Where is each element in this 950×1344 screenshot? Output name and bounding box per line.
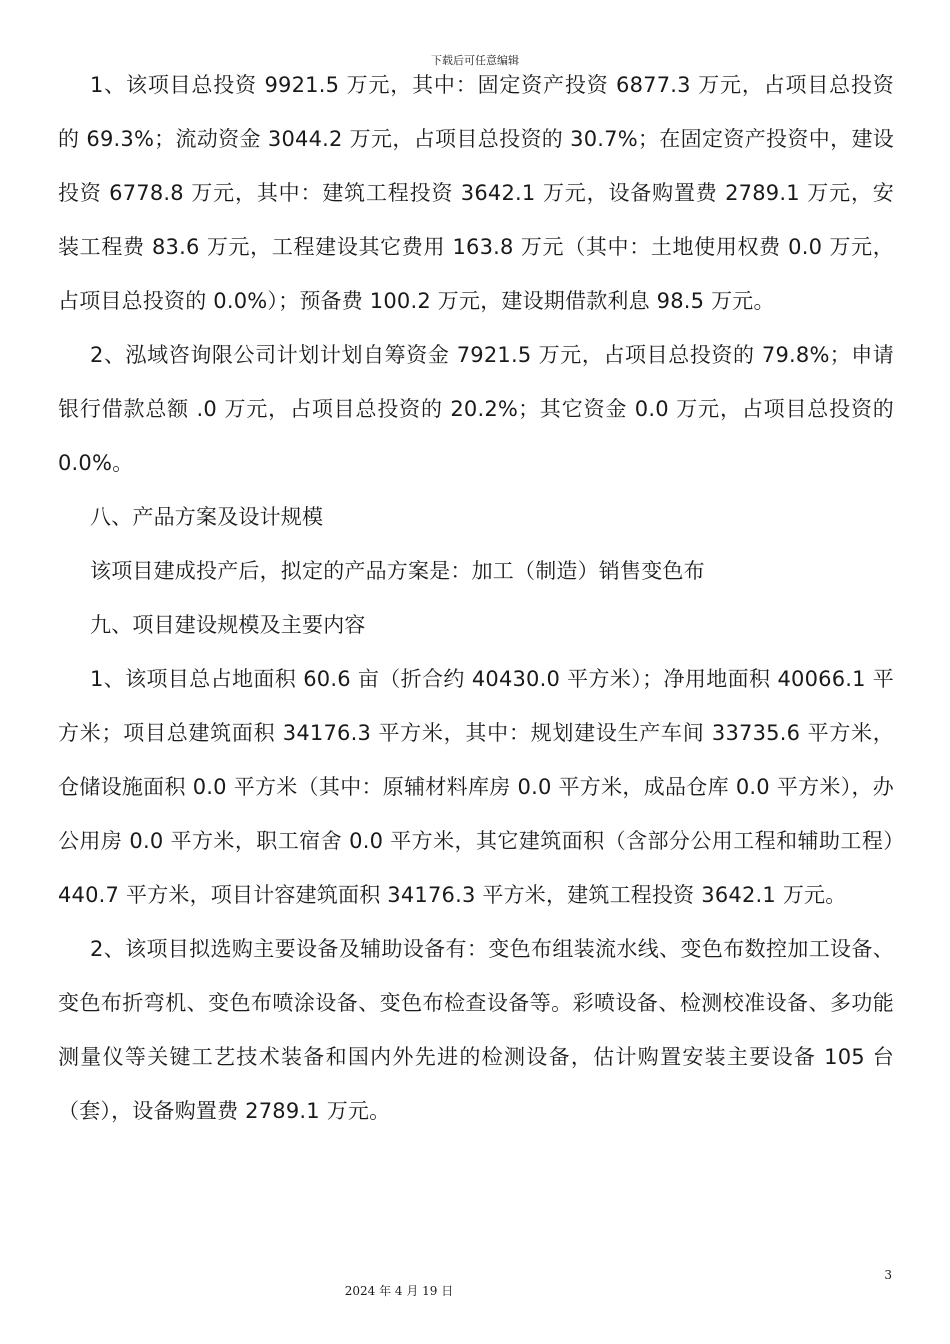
section-heading-product-plan: 八、产品方案及设计规模: [90, 505, 324, 529]
page-number: 3: [884, 1268, 892, 1282]
paragraph-funding-sources: 2、泓域咨询限公司计划计划自筹资金 7921.5 万元，占项目总投资的 79.8%；申请银行借款总额 .0 万元，占项目总投资的 20.2%；其它资金 0.0 万元，占项目总投资的 0.0%。: [58, 343, 894, 475]
paragraph-product-plan: 该项目建成投产后，拟定的产品方案是：加工（制造）销售变色布: [90, 559, 705, 583]
header-note: 下载后可任意编辑: [431, 54, 519, 67]
paragraph-investment-total: 1、该项目总投资 9921.5 万元，其中：固定资产投资 6877.3 万元，占项目总投资的 69.3%；流动资金 3044.2 万元，占项目总投资的 30.7%；在固定资产投资中，建设投资 6778.8 万元，其中：建筑工程投资 3642.1 万元，设备购置费 2789.1 万元，安装工程费 83.6 万元，工程建设其它费用 163.8 万元（其中：土地使用权费 0.0 万元，占项目总投资的 0.0%）；预备费 100.2 万元，建设期借款利息 98.5 万元。: [58, 73, 894, 313]
footer-date: 2024 年 4 月 19 日: [344, 1284, 454, 1298]
paragraph-equipment: 2、该项目拟选购主要设备及辅助设备有：变色布组装流水线、变色布数控加工设备、变色布折弯机、变色布喷涂设备、变色布检查设备等。彩喷设备、检测校准设备、多功能测量仪等关键工艺技术装备和国内外先进的检测设备，估计购置安装主要设备 105 台（套），设备购置费 2789.1 万元。: [58, 937, 894, 1123]
section-heading-construction-scale: 九、项目建设规模及主要内容: [90, 613, 366, 637]
paragraph-land-area: 1、该项目总占地面积 60.6 亩（折合约 40430.0 平方米）；净用地面积 40066.1 平方米；项目总建筑面积 34176.3 平方米，其中：规划建设生产车间 33735.6 平方米，仓储设施面积 0.0 平方米（其中：原辅材料库房 0.0 平方米，成品仓库 0.0 平方米），办公用房 0.0 平方米，职工宿舍 0.0 平方米，其它建筑面积（含部分公用工程和辅助工程）440.7 平方米，项目计容建筑面积 34176.3 平方米，建筑工程投资 3642.1 万元。: [58, 667, 894, 907]
document-body: [58, 58, 894, 1138]
